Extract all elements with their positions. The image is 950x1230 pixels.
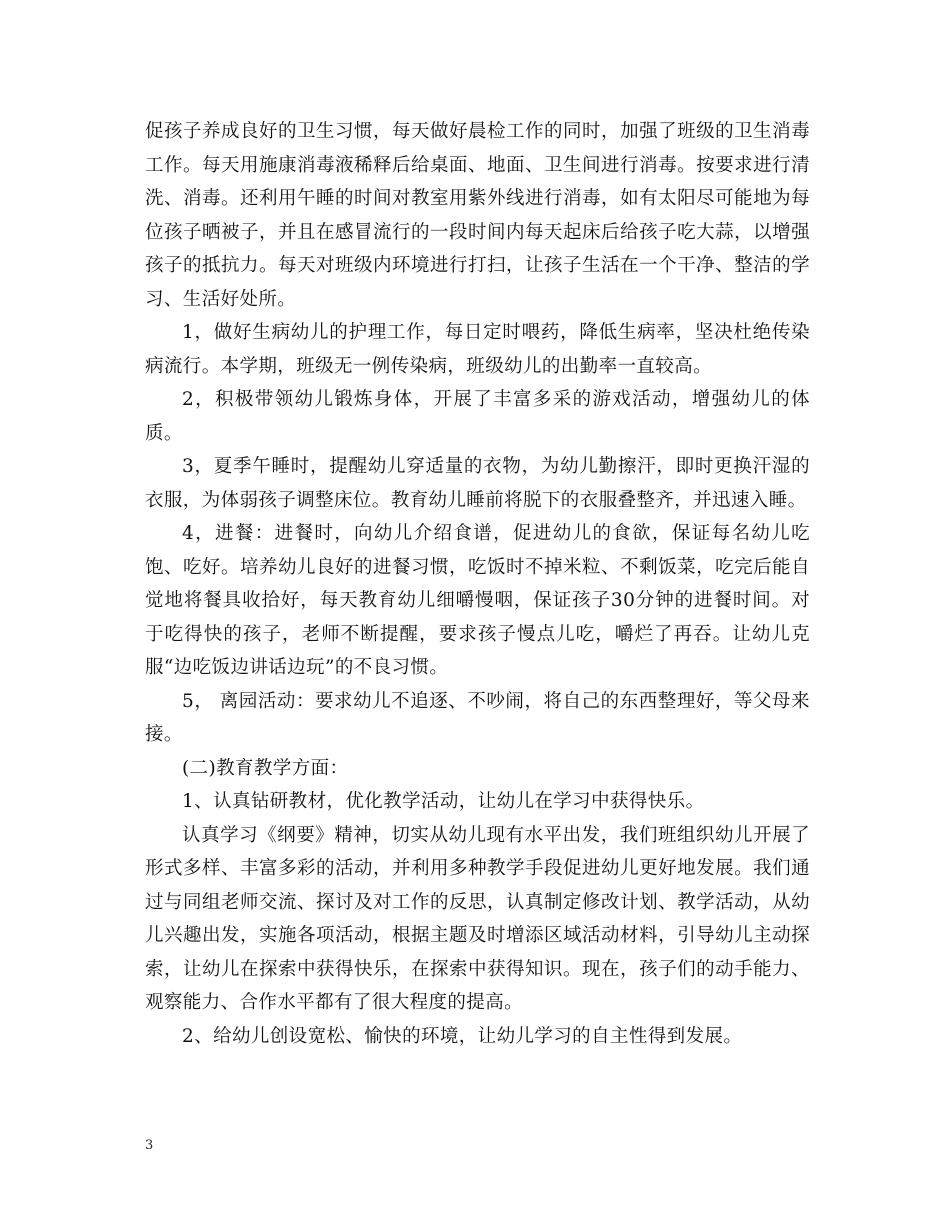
- paragraph-item-1: 1，做好生病幼儿的护理工作，每日定时喂药，降低生病率，坚决杜绝传染病流行。本学期，班级无一例传染病，班级幼儿的出勤率一直较高。: [145, 322, 810, 377]
- paragraph-item-5: 5， 离园活动：要求幼儿不追逐、不吵闹，将自己的东西整理好，等父母来接。: [145, 690, 810, 745]
- document-body: [145, 115, 810, 1053]
- subheading-2: 2、给幼儿创设宽松、愉快的环境，让幼儿学习的自主性得到发展。: [182, 1025, 743, 1047]
- paragraph-item-2: 2，积极带领幼儿锻炼身体，开展了丰富多采的游戏活动，增强幼儿的体质。: [145, 389, 810, 444]
- subheading-1: 1、认真钻研教材，优化教学活动，让幼儿在学习中获得快乐。: [182, 791, 705, 812]
- section-heading-education: (二)教育教学方面：: [182, 757, 349, 779]
- paragraph-item-4: 4，进餐：进餐时，向幼儿介绍食谱，促进幼儿的食欲，保证每名幼儿吃饱、吃好。培养幼儿良好的进餐习惯，吃饭时不掉米粒、不剩饭菜，吃完后能自觉地将餐具收拾好，每天教育幼儿细嚼慢咽，保证孩子30分钟的进餐时间。对于吃得快的孩子，老师不断提醒，要求孩子慢点儿吃，嚼烂了再吞。让幼儿克服“边吃饭边讲话边玩”的不良习惯。: [145, 523, 810, 678]
- paragraph-study: 认真学习《纲要》精神，切实从幼儿现有水平出发，我们班组织幼儿开展了形式多样、丰富多彩的活动，并利用多种教学手段促进幼儿更好地发展。我们通过与同组老师交流、探讨及对工作的反思，认真制定修改计划、教学活动，从幼儿兴趣出发，实施各项活动，根据主题及时增添区域活动材料，引导幼儿主动探索，让幼儿在探索中获得快乐，在探索中获得知识。现在，孩子们的动手能力、观察能力、合作水平都有了很大程度的提高。: [145, 824, 810, 1013]
- page-number: 3: [145, 1138, 154, 1153]
- paragraph-item-3: 3，夏季午睡时，提醒幼儿穿适量的衣物，为幼儿勤擦汗，即时更换汗湿的衣服，为体弱孩子调整床位。教育幼儿睡前将脱下的衣服叠整齐，并迅速入睡。: [145, 456, 810, 511]
- paragraph-hygiene: 促孩子养成良好的卫生习惯，每天做好晨检工作的同时，加强了班级的卫生消毒工作。每天用施康消毒液稀释后给桌面、地面、卫生间进行消毒。按要求进行清洗、消毒。还利用午睡的时间对教室用紫外线进行消毒，如有太阳尽可能地为每位孩子晒被子，并且在感冒流行的一段时间内每天起床后给孩子吃大蒜，以增强孩子的抵抗力。每天对班级内环境进行打扫，让孩子生活在一个干净、整洁的学习、生活好处所。: [145, 121, 810, 310]
